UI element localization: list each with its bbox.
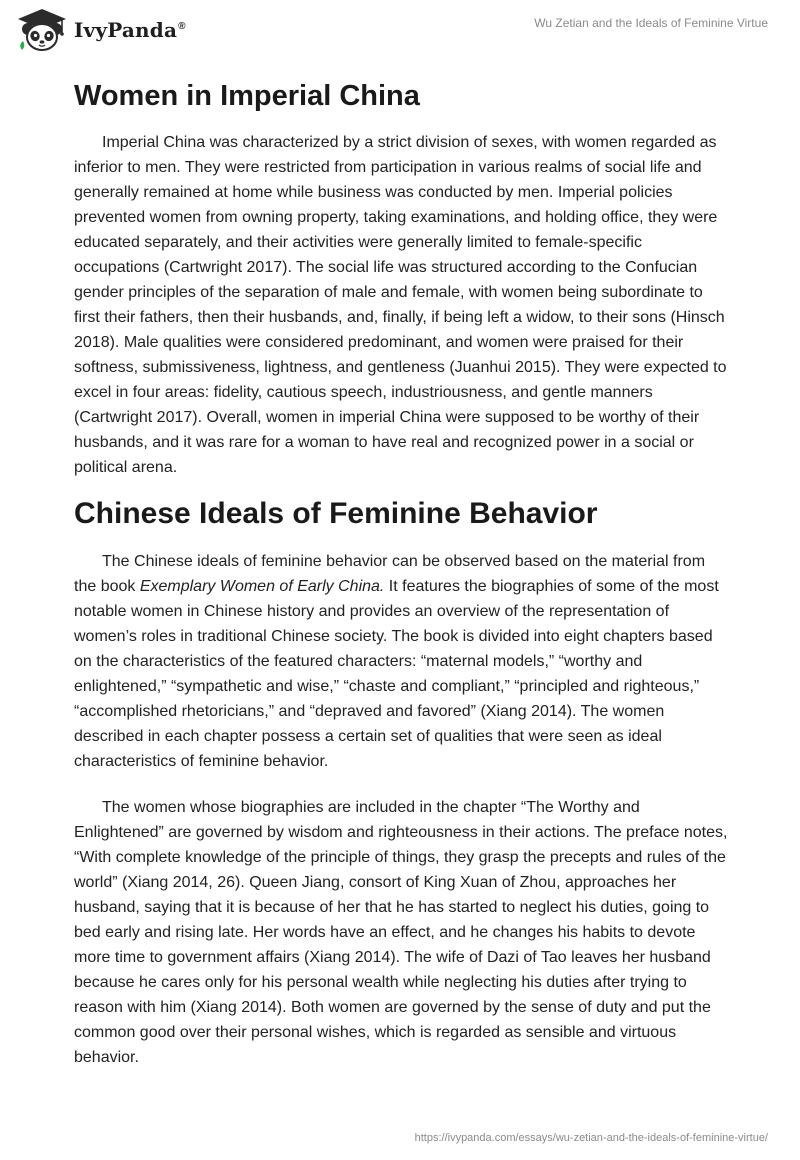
paragraph-text: It features the biographies of some of the most notable women in Chinese history and provides an overview of the representation of women’s roles in traditional Chinese society. The book is divided into eight chapters based on the characteristics of the featured characters: “maternal models,” “worthy and enlightened,” “sympathetic and wise,” “chaste and compliant,” “principled and righteous,” “accomplished rhetoricians,” and “depraved and favored” (Xiang 2014). The women described in each chapter possess a certain set of qualities that were seen as ideal characteristics of feminine behavior. bbox=[74, 578, 719, 770]
source-url[interactable]: https://ivypanda.com/essays/wu-zetian-and-the-ideals-of-feminine-virtue/ bbox=[414, 1132, 768, 1144]
paragraph-text: The Chinese ideals of feminine behavior can be observed based on the material from the book bbox=[74, 553, 706, 595]
book-title: Exemplary Women of Early China. bbox=[139, 578, 385, 595]
section-heading-feminine-ideals: Chinese Ideals of Feminine Behavior bbox=[74, 497, 598, 530]
document-title: Wu Zetian and the Ideals of Feminine Virtue bbox=[534, 16, 768, 30]
registered-mark: ® bbox=[178, 21, 186, 33]
page-header bbox=[0, 0, 800, 62]
ivypanda-logo[interactable] bbox=[14, 7, 186, 53]
panda-graduate-icon bbox=[14, 7, 70, 53]
brand-name: IvyPanda® bbox=[74, 18, 186, 42]
paragraph-imperial-china: Imperial China was characterized by a strict division of sexes, with women regarded as inferior to men. They were restricted from participation in various realms of social life and generally remained at home while business was conducted by men. Imperial policies prevented women from owning property, taking examinations, and holding office, they were educated separately, and their activities were generally limited to female-specific occupations (Cartwright 2017). The social life was structured according to the Confucian gender principles of the separation of male and female, with women being subordinate to first their fathers, then their husbands, and, finally, if being left a widow, to their sons (Hinsch 2018). Male qualities were considered predominant, and women were praised for their softness, submissiveness, lightness, and gentleness (Juanhui 2015). They were expected to excel in four areas: fidelity, cautious speech, industriousness, and gentle manners (Cartwright 2017). Overall, women in imperial China were supposed to be worthy of their husbands, and it was rare for a woman to have real and recognized power in a social or political arena. bbox=[74, 134, 727, 476]
paragraph-exemplary-women bbox=[74, 549, 730, 774]
article-body bbox=[74, 66, 730, 1070]
paragraph-worthy-enlightened: The women whose biographies are included in the chapter “The Worthy and Enlightened” are governed by wisdom and righteousness in their actions. The preface notes, “With complete knowledge of the principle of things, they grasp the precepts and rules of the world” (Xiang 2014, 26). Queen Jiang, consort of King Xuan of Zhou, approaches her husband, saying that it is because of her that he has started to neglect his duties, going to bed early and rising late. Her words have an effect, and he changes his habits to devote more time to government affairs (Xiang 2014). The wife of Dazi of Tao leaves her husband because he cares only for his personal wealth while neglecting his duties after trying to reason with him (Xiang 2014). Both women are governed by the sense of duty and put the common good over their personal wishes, which is regarded as sensible and virtuous behavior. bbox=[74, 799, 728, 1066]
section-heading-women-in-imperial-china: Women in Imperial China bbox=[74, 80, 420, 112]
